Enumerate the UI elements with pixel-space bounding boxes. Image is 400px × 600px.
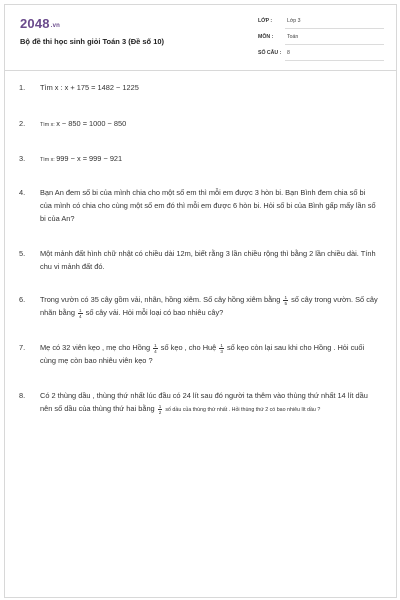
meta-underline: [285, 28, 384, 29]
fraction-numerator: 1: [79, 307, 82, 313]
question-prefix: Tìm x:: [40, 122, 57, 128]
fraction: [78, 308, 83, 319]
fraction-numerator: 1: [158, 403, 162, 409]
question-text: Bạn An đem số bi của mình chia cho một số em thì mỗi em được 3 hòn bi. Bạn Bình đem chia số bi của mình có chia cho cùng một số em đó thì mỗi em được 6 hòn bi. Hỏi số bi của Bình gấp mấy lần số bi của An?: [40, 188, 376, 223]
question-item: [19, 247, 379, 273]
question-number: 6.: [19, 295, 26, 304]
meta-value: 8: [287, 50, 290, 56]
question-prefix: Tìm x:: [40, 157, 57, 163]
question-text: Trong vườn có 35 cây gồm vải, nhãn, hồng xiêm. Số cây hồng xiêm bằng: [40, 295, 281, 304]
fraction-denominator: 2: [158, 409, 162, 415]
fraction: [283, 295, 288, 306]
question-text-wrapper: [40, 293, 379, 319]
question-text-wrapper: [40, 117, 379, 132]
question-item: [19, 341, 379, 367]
meta-key: SỐ CÂU :: [258, 50, 282, 56]
question-number: 5.: [19, 249, 26, 258]
meta-value: Toán: [287, 34, 299, 40]
meta-row-subject: [258, 31, 384, 45]
question-text: 999 − x = 999 − 921: [56, 154, 123, 163]
question-item: [19, 389, 379, 417]
question-item: [19, 117, 379, 132]
meta-value: Lớp 3: [287, 18, 301, 24]
question-number: 1.: [19, 83, 26, 92]
worksheet-header: [5, 5, 396, 69]
logo-suffix: .vn: [50, 23, 61, 29]
document-title: Bộ đề thi học sinh giỏi Toán 3 (Đề số 10): [20, 37, 165, 46]
question-text: Tìm x : x + 175 = 1482 − 1225: [40, 83, 139, 92]
question-text: x − 850 = 1000 − 850: [56, 119, 127, 128]
question-text: số kẹo , cho Huệ: [160, 343, 217, 352]
header-divider: [5, 70, 396, 71]
fraction-denominator: 5: [284, 300, 288, 306]
meta-key: MÔN :: [258, 34, 274, 40]
meta-row-class: [258, 15, 384, 29]
question-text-wrapper: [40, 389, 379, 417]
worksheet-page: [4, 4, 397, 598]
question-text-wrapper: [40, 152, 379, 167]
question-number: 3.: [19, 154, 26, 163]
logo-text: 2048: [20, 16, 50, 31]
fraction-numerator: 1: [154, 342, 157, 348]
question-number: 4.: [19, 188, 26, 197]
fraction-denominator: 4: [79, 313, 82, 319]
fraction: [153, 343, 158, 354]
question-text: Có 2 thùng dầu , thùng thứ nhất lúc đầu có 24 lít sau đó người ta thêm vào thùng thứ nhất 14 lít dầu nên số dầu của thùng thứ hai bằng: [40, 391, 368, 413]
fraction-numerator: 1: [284, 294, 288, 300]
meta-key: LỚP :: [258, 18, 273, 24]
question-text: số cây trong vườn. Số cây nhãn bằng: [40, 295, 378, 317]
question-text: số cây vải. Hỏi mỗi loại có bao nhiêu cây?: [85, 308, 224, 317]
meta-row-question-count: [258, 47, 384, 61]
question-item: [19, 293, 379, 319]
question-item: [19, 152, 379, 167]
fraction: [219, 343, 224, 354]
question-number: 7.: [19, 343, 26, 352]
question-number: 8.: [19, 391, 26, 400]
fraction-denominator: 3: [220, 348, 223, 354]
question-item: [19, 81, 379, 94]
meta-underline: [285, 44, 384, 45]
question-text: số kẹo còn lại sau khi cho Hồng . Hỏi cuối cùng mẹ còn bao nhiêu viên kẹo ?: [40, 343, 365, 365]
meta-underline: [285, 60, 384, 61]
question-text: số dầu của thùng thứ nhất . Hỏi thùng thứ 2 có bao nhiêu lít dầu ?: [165, 407, 321, 413]
fraction: [158, 404, 163, 415]
question-text: Mẹ có 32 viên kẹo , mẹ cho Hồng: [40, 343, 151, 352]
question-number: 2.: [19, 119, 26, 128]
question-item: [19, 186, 379, 225]
site-logo[interactable]: [20, 16, 60, 31]
question-text: Một mảnh đất hình chữ nhật có chiều dài 12m, biết rằng 3 lần chiều rộng thì bằng 2 lần chiều dài. Tính chu vi mảnh đất đó.: [40, 249, 376, 271]
fraction-denominator: 4: [154, 348, 157, 354]
fraction-numerator: 1: [220, 342, 223, 348]
question-text-wrapper: [40, 341, 379, 367]
